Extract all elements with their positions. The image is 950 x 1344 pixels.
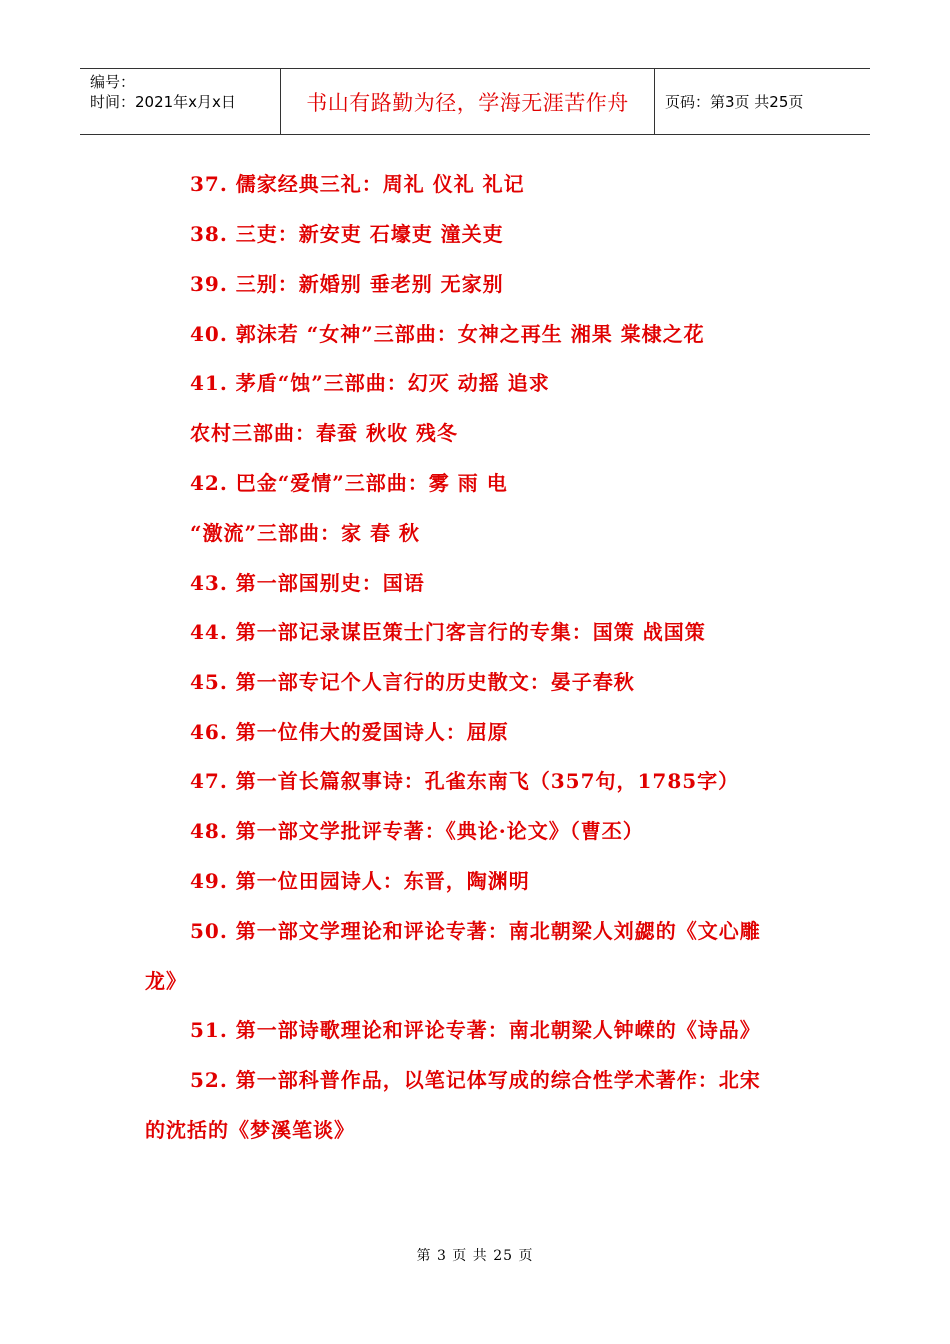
list-item: “激流”三部曲：家 春 秋 xyxy=(190,521,420,545)
list-item: 42. 巴金“爱情”三部曲：雾 雨 电 xyxy=(190,471,508,495)
list-item-continuation: 的沈括的《梦溪笔谈》 xyxy=(145,1118,355,1142)
list-item: 农村三部曲：春蚕 秋收 残冬 xyxy=(190,421,458,445)
list-item: 40. 郭沫若 “女神”三部曲：女神之再生 湘果 棠棣之花 xyxy=(190,322,705,346)
list-item: 37. 儒家经典三礼：周礼 仪礼 礼记 xyxy=(190,172,525,196)
list-item: 50. 第一部文学理论和评论专著：南北朝梁人刘勰的《文心雕 xyxy=(190,919,761,943)
list-item: 39. 三别：新婚别 垂老别 无家别 xyxy=(190,272,504,296)
page-header xyxy=(80,68,870,135)
list-item: 51. 第一部诗歌理论和评论专著：南北朝梁人钟嵘的《诗品》 xyxy=(190,1018,761,1042)
header-page-info: 页码：第3页 共25页 xyxy=(665,93,804,111)
number-label: 编号： xyxy=(90,73,136,91)
header-motto: 书山有路勤为径，学海无涯苦作舟 xyxy=(281,69,655,134)
list-item: 48. 第一部文学批评专著：《典论·论文》（曹丕） xyxy=(190,819,644,843)
list-item: 52. 第一部科普作品，以笔记体写成的综合性学术著作：北宋 xyxy=(190,1068,761,1092)
list-item: 47. 第一首长篇叙事诗：孔雀东南飞（357句，1785字） xyxy=(190,769,740,793)
list-item: 45. 第一部专记个人言行的历史散文：晏子春秋 xyxy=(190,670,635,694)
list-item: 43. 第一部国别史：国语 xyxy=(190,571,425,595)
list-item: 44. 第一部记录谋臣策士门客言行的专集：国策 战国策 xyxy=(190,620,706,644)
list-item: 49. 第一位田园诗人：东晋，陶渊明 xyxy=(190,869,530,893)
header-meta xyxy=(80,69,281,134)
list-item: 41. 茅盾“蚀”三部曲：幻灭 动摇 追求 xyxy=(190,371,550,395)
page-footer: 第 3 页 共 25 页 xyxy=(416,1248,534,1264)
time-label: 时间：2021年x月x日 xyxy=(90,93,236,111)
list-item: 38. 三吏：新安吏 石壕吏 潼关吏 xyxy=(190,222,504,246)
list-item-continuation: 龙》 xyxy=(145,969,187,993)
list-item: 46. 第一位伟大的爱国诗人：屈原 xyxy=(190,720,509,744)
